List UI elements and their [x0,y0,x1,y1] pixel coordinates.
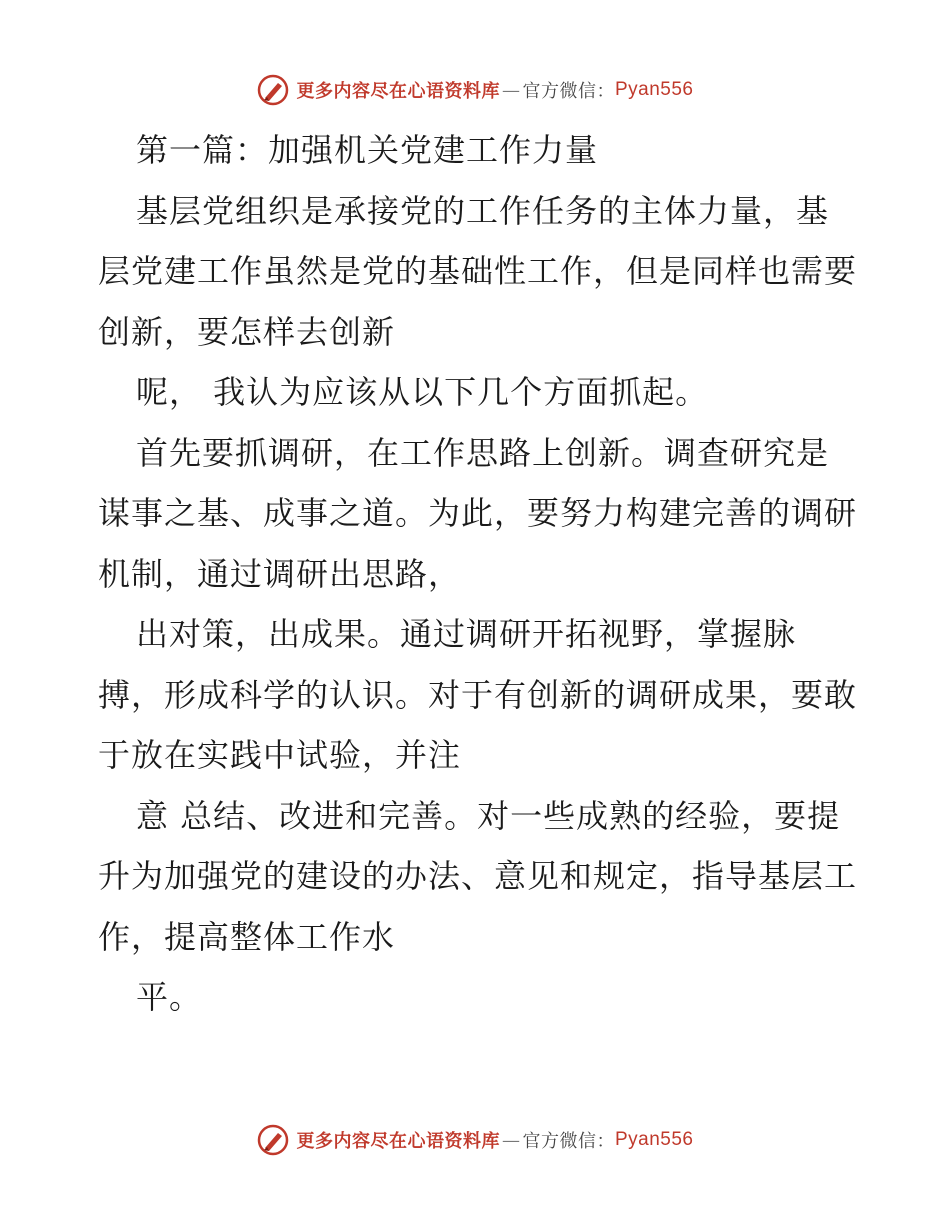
header-watermark [0,70,950,110]
watermark-text [296,77,693,103]
paragraph: 基层党组织是承接党的工作任务的主体力量，基层党建工作虽然是党的基础性工作，但是同样也需要创新，要怎样去创新 [98,191,858,351]
footer-watermark [0,1120,950,1160]
watermark-dash: — [501,1129,521,1151]
watermark-main: 更多内容尽在心语资料库 [296,1131,500,1152]
watermark-text [296,1127,693,1153]
watermark-label: 官方微信： [522,1131,615,1152]
paragraph: 首先要抓调研，在工作思路上创新。调查研究是谋事之基、成事之道。为此，要努力构建完善的调研机制，通过调研出思路， [98,433,858,593]
pen-circle-logo-icon [256,1123,290,1157]
paragraph: 平。 [136,978,203,1016]
document-heading: 第一篇：加强机关党建工作力量 [136,131,599,169]
watermark-id: Pyan556 [614,1129,694,1150]
watermark-label: 官方微信： [522,81,615,102]
watermark-id: Pyan556 [614,79,694,100]
paragraph: 出对策，出成果。通过调研开拓视野，掌握脉搏，形成科学的认识。对于有创新的调研成果，要敢于放在实践中试验，并注 [98,615,858,774]
watermark-main: 更多内容尽在心语资料库 [296,81,500,102]
paragraph: 意 总结、改进和完善。对一些成熟的经验，要提升为加强党的建设的办法、意见和规定，指导基层工作，提高整体工作水 [98,796,858,956]
paragraph: 呢， 我认为应该从以下几个方面抓起。 [136,373,709,411]
watermark-dash: — [501,79,521,101]
document-body [98,120,858,1028]
pen-circle-logo-icon [256,73,290,107]
